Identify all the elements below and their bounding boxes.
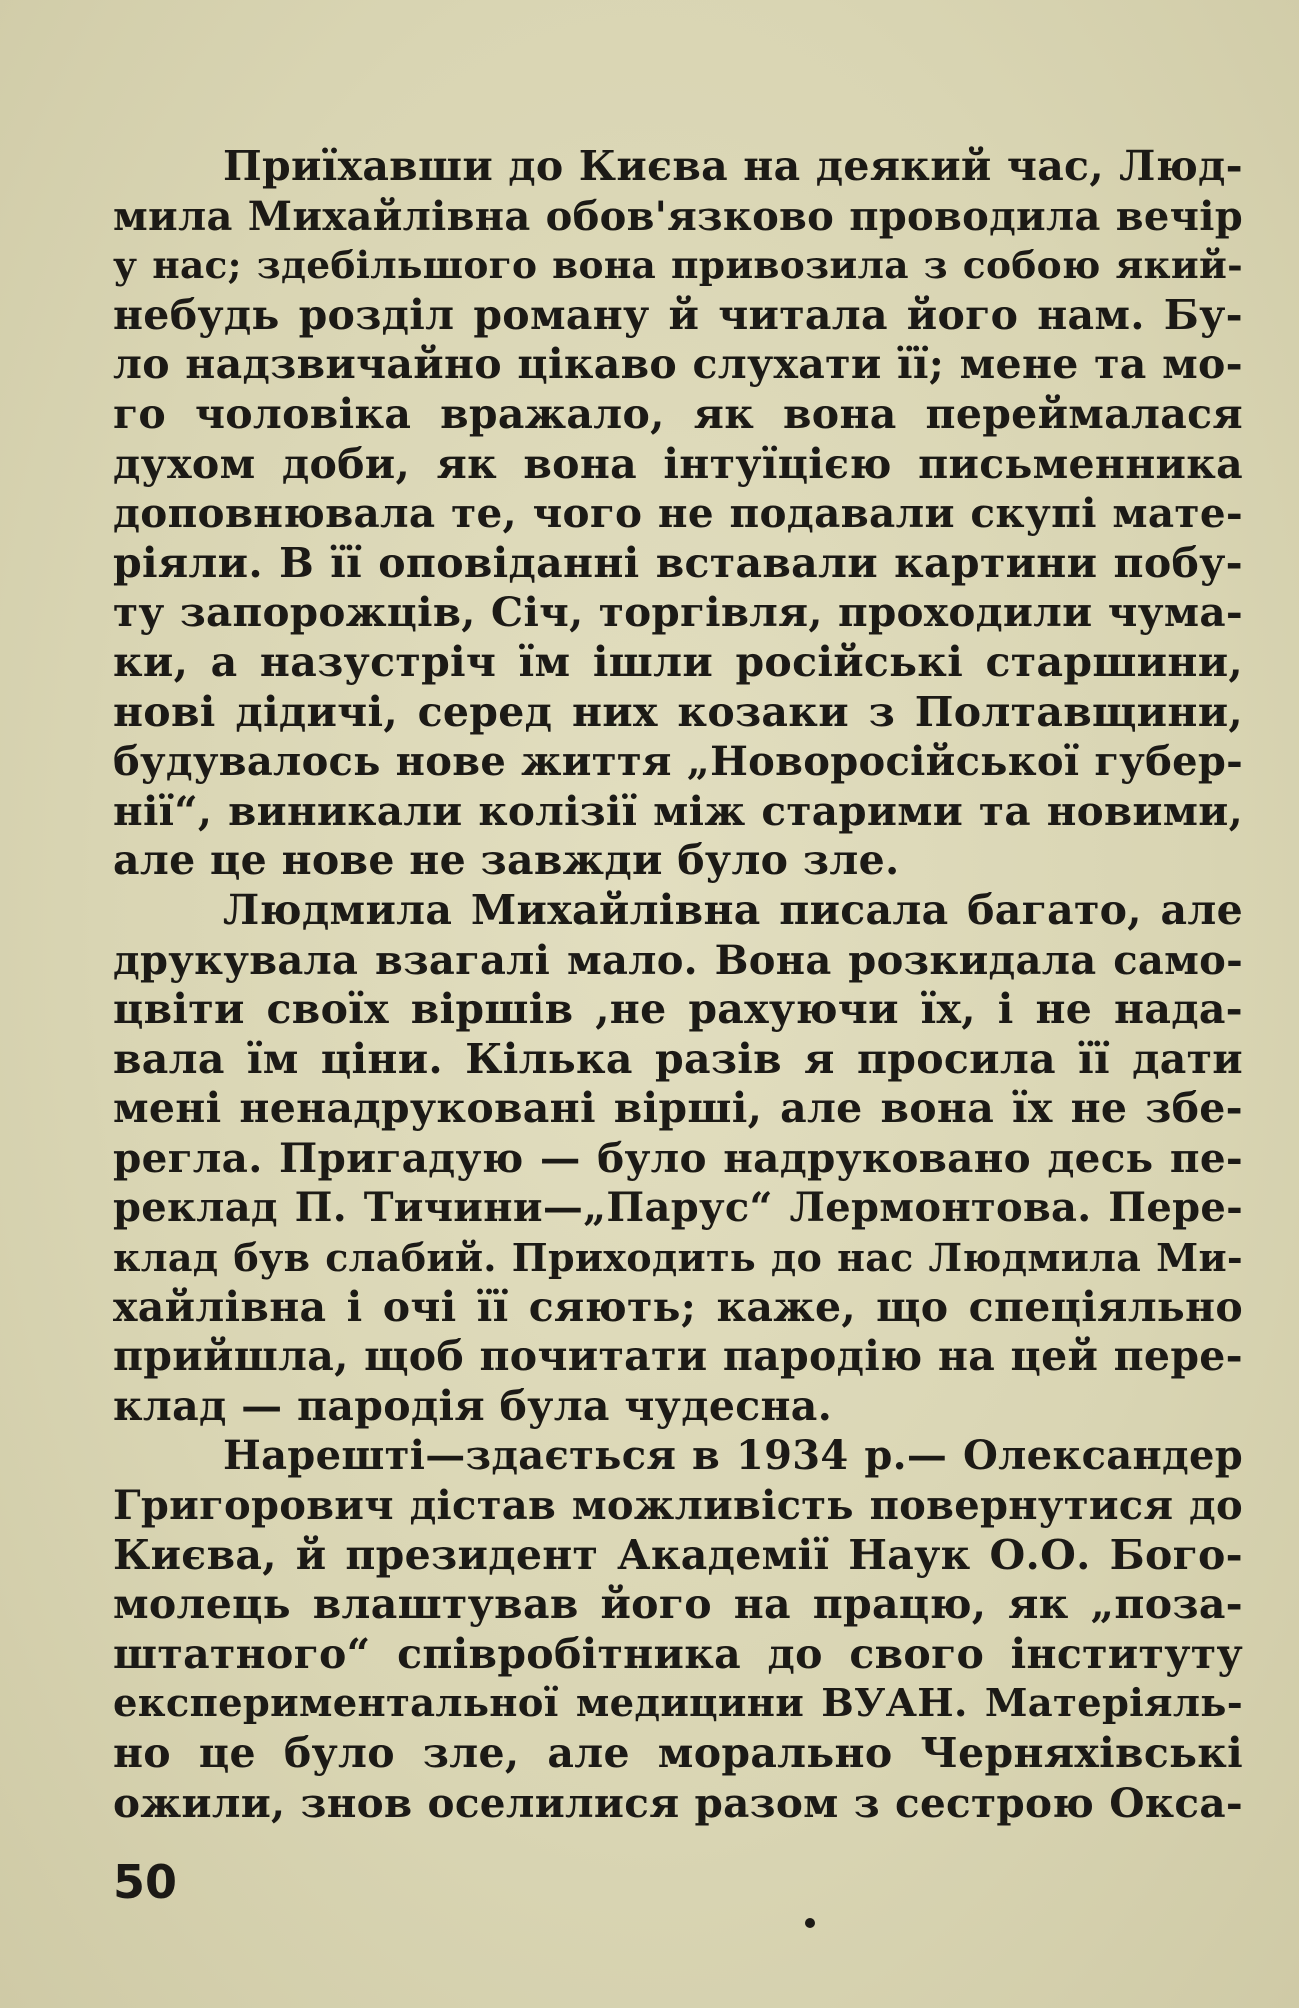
- text-line: цвіти своїх віршів ,не рахуючи їх, і не нада-: [113, 985, 1243, 1034]
- text-line: нові дідичі, серед них козаки з Полтавщини,: [113, 687, 1243, 736]
- body-text: [113, 142, 1243, 1828]
- text-line: вала їм ціни. Кілька разів я просила її дати: [113, 1034, 1243, 1083]
- text-line: Нарешті—здається в 1934 р.— Олександер: [223, 1432, 1243, 1480]
- text-line: клад — пародія була чудесна.: [113, 1381, 833, 1430]
- text-line: Григорович дістав можливість повернутися до: [113, 1482, 1243, 1530]
- text-line: но це було зле, але морально Черняхівські: [113, 1729, 1243, 1777]
- text-line: молець влаштував його на працю, як „поза-: [113, 1580, 1243, 1629]
- text-line: реклад П. Тичини—„Парус“ Лермонтова. Пере-: [113, 1184, 1243, 1232]
- text-line: го чоловіка вражало, як вона переймалася: [113, 389, 1243, 438]
- text-line: духом доби, як вона інтуїцією письменника: [113, 439, 1243, 488]
- text-line: ту запорожців, Січ, торгівля, проходили чума-: [113, 588, 1243, 637]
- text-line: штатного“ співробітника до свого інституту: [113, 1629, 1243, 1678]
- text-line: хайлівна і очі її сяють; каже, що спеціяльно: [113, 1282, 1243, 1331]
- text-line: прийшла, щоб почитати пародію на цей пере-: [113, 1332, 1243, 1381]
- text-line: доповнювала те, чого не подавали скупі мате-: [113, 489, 1243, 538]
- text-line: Києва, й президент Академії Наук О.О. Бого-: [113, 1530, 1243, 1579]
- text-line: будувалось нове життя „Новоросійської губер-: [113, 738, 1243, 786]
- text-line: ло надзвичайно цікаво слухати її; мене та мо-: [113, 340, 1243, 389]
- text-line: Приїхавши до Києва на деякий час, Люд-: [223, 142, 1243, 190]
- text-line: небудь розділ роману й читала його нам. Бу-: [113, 290, 1243, 339]
- text-line: друкувала взагалі мало. Вона розкидала само-: [113, 936, 1243, 984]
- text-line: експериментальної медицини ВУАН. Матеріяль-: [113, 1681, 1243, 1727]
- text-line: мені ненадруковані вірші, але вона їх не збе-: [113, 1084, 1243, 1133]
- page-number: 50: [113, 1855, 178, 1909]
- text-line: мила Михайлівна обов'язково проводила вечір: [113, 192, 1243, 240]
- text-line: ріяли. В її оповіданні вставали картини побу-: [113, 538, 1243, 587]
- text-line: ки, а назустріч їм ішли російські старшини,: [113, 637, 1243, 686]
- text-line: у нас; здебільшого вона привозила з собою який-: [113, 243, 1243, 288]
- text-line: ожили, знов оселилися разом з сестрою Окса-: [113, 1778, 1243, 1827]
- text-line: регла. Пригадую — було надруковано десь пе-: [113, 1133, 1243, 1182]
- text-line: клад був слабий. Приходить до нас Людмила Ми-: [113, 1235, 1243, 1281]
- ink-speck: [805, 1918, 815, 1928]
- text-line: але це нове не завжди було зле.: [113, 836, 900, 885]
- text-line: Людмила Михайлівна писала багато, але: [223, 885, 1243, 934]
- text-line: нії“, виникали колізії між старими та новими,: [113, 786, 1243, 835]
